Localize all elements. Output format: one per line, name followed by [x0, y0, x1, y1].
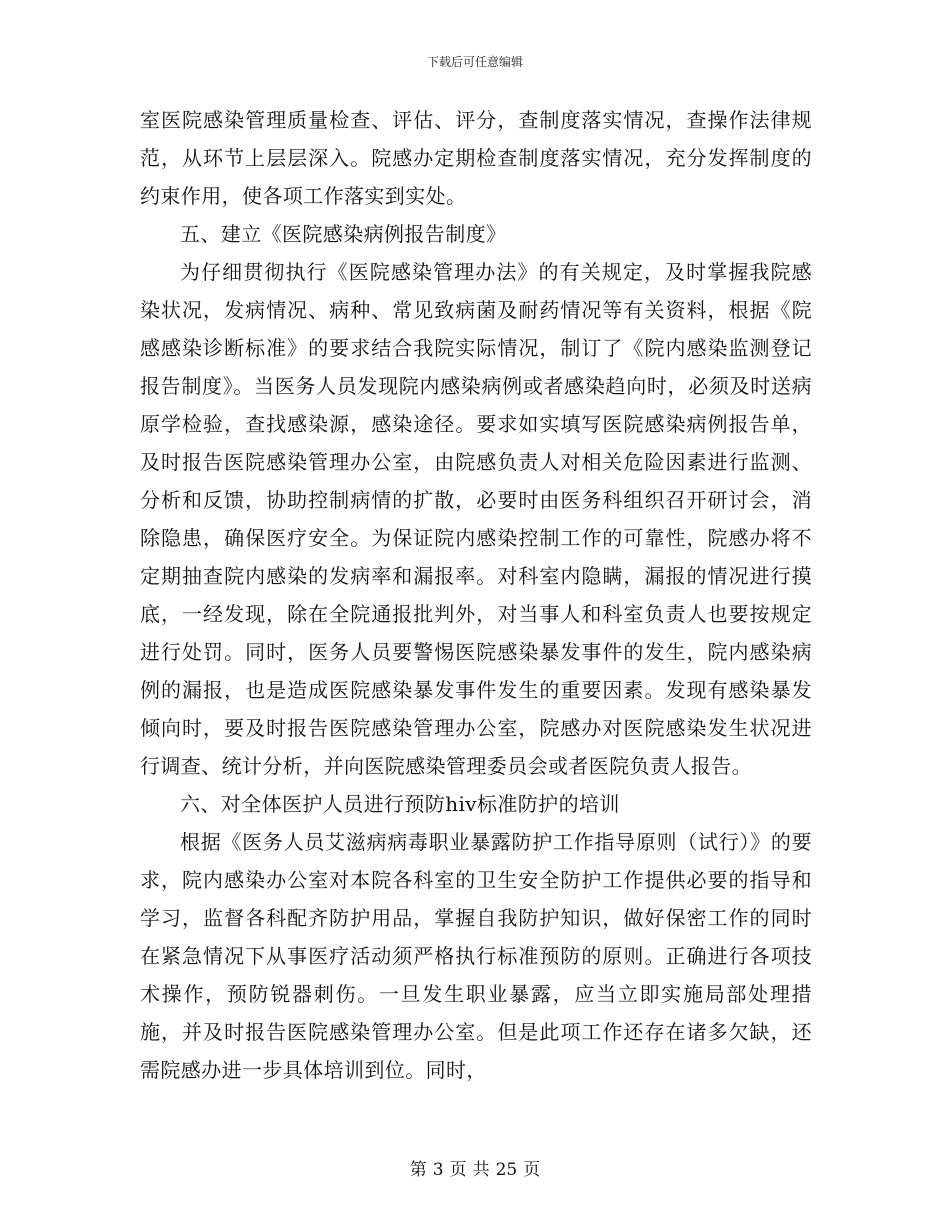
paragraph-report-system: 为仔细贯彻执行《医院感染管理办法》的有关规定，及时掌握我院感染状况，发病情况、病种、常见致病菌及耐药情况等有关资料，根据《院感感染诊断标准》的要求结合我院实际情况，制订了《院内感染监测登记报告制度》。当医务人员发现院内感染病例或者感染趋向时，必须及时送病原学检验，查找感染源，感染途径。要求如实填写医院感染病例报告单，及时报告医院感染管理办公室，由院感负责人对相关危险因素进行监测、分析和反馈，协助控制病情的扩散，必要时由医务科组织召开研讨会，消除隐患，确保医疗安全。为保证院内感染控制工作的可靠性，院感办将不定期抽查院内感染的发病率和漏报率。对科室内隐瞒，漏报的情况进行摸底，一经发现，除在全院通报批判外，对当事人和科室负责人也要按规定进行处罚。同时，医务人员要警惕医院感染暴发事件的发生，院内感染病例的漏报，也是造成医院感染暴发事件发生的重要因素。发现有感染暴发倾向时，要及时报告医院感染管理办公室，院感办对医院感染发生状况进行调查、统计分析，并向医院感染管理委员会或者医院负责人报告。 — [140, 260, 812, 778]
section-heading-5: 五、建立《医院感染病例报告制度》 — [180, 222, 507, 246]
footer-total-word: 共 — [472, 1160, 490, 1180]
footer-prefix: 第 — [409, 1160, 427, 1180]
page-number-footer — [0, 1155, 950, 1180]
footer-page-word: 页 — [449, 1160, 467, 1180]
footer-suffix: 页 — [523, 1160, 541, 1180]
footer-current-page: 3 — [432, 1160, 444, 1180]
paragraph-hiv-training: 根据《医务人员艾滋病病毒职业暴露防护工作指导原则（试行）》的要求，院内感染办公室对本院各科室的卫生安全防护工作提供必要的指导和学习，监督各科配齐防护用品，掌握自我防护知识，做好保密工作的同时在紧急情况下从事医疗活动须严格执行标准预防的原则。正确进行各项技术操作，预防锐器刺伤。一旦发生职业暴露，应当立即实施局部处理措施，并及时报告医院感染管理办公室。但是此项工作还存在诸多欠缺，还需院感办进一步具体培训到位。同时， — [140, 830, 812, 1082]
page-header-note: 下载后可任意编辑 — [426, 55, 523, 69]
footer-total-pages: 25 — [495, 1160, 518, 1180]
document-body — [140, 101, 812, 1089]
paragraph-continuation: 室医院感染管理质量检查、评估、评分，查制度落实情况，查操作法律规范，从环节上层层深入。院感办定期检查制度落实情况，充分发挥制度的约束作用，使各项工作落实到实处。 — [140, 108, 812, 208]
section-heading-6: 六、对全体医护人员进行预防hiv标准防护的培训 — [180, 792, 620, 816]
